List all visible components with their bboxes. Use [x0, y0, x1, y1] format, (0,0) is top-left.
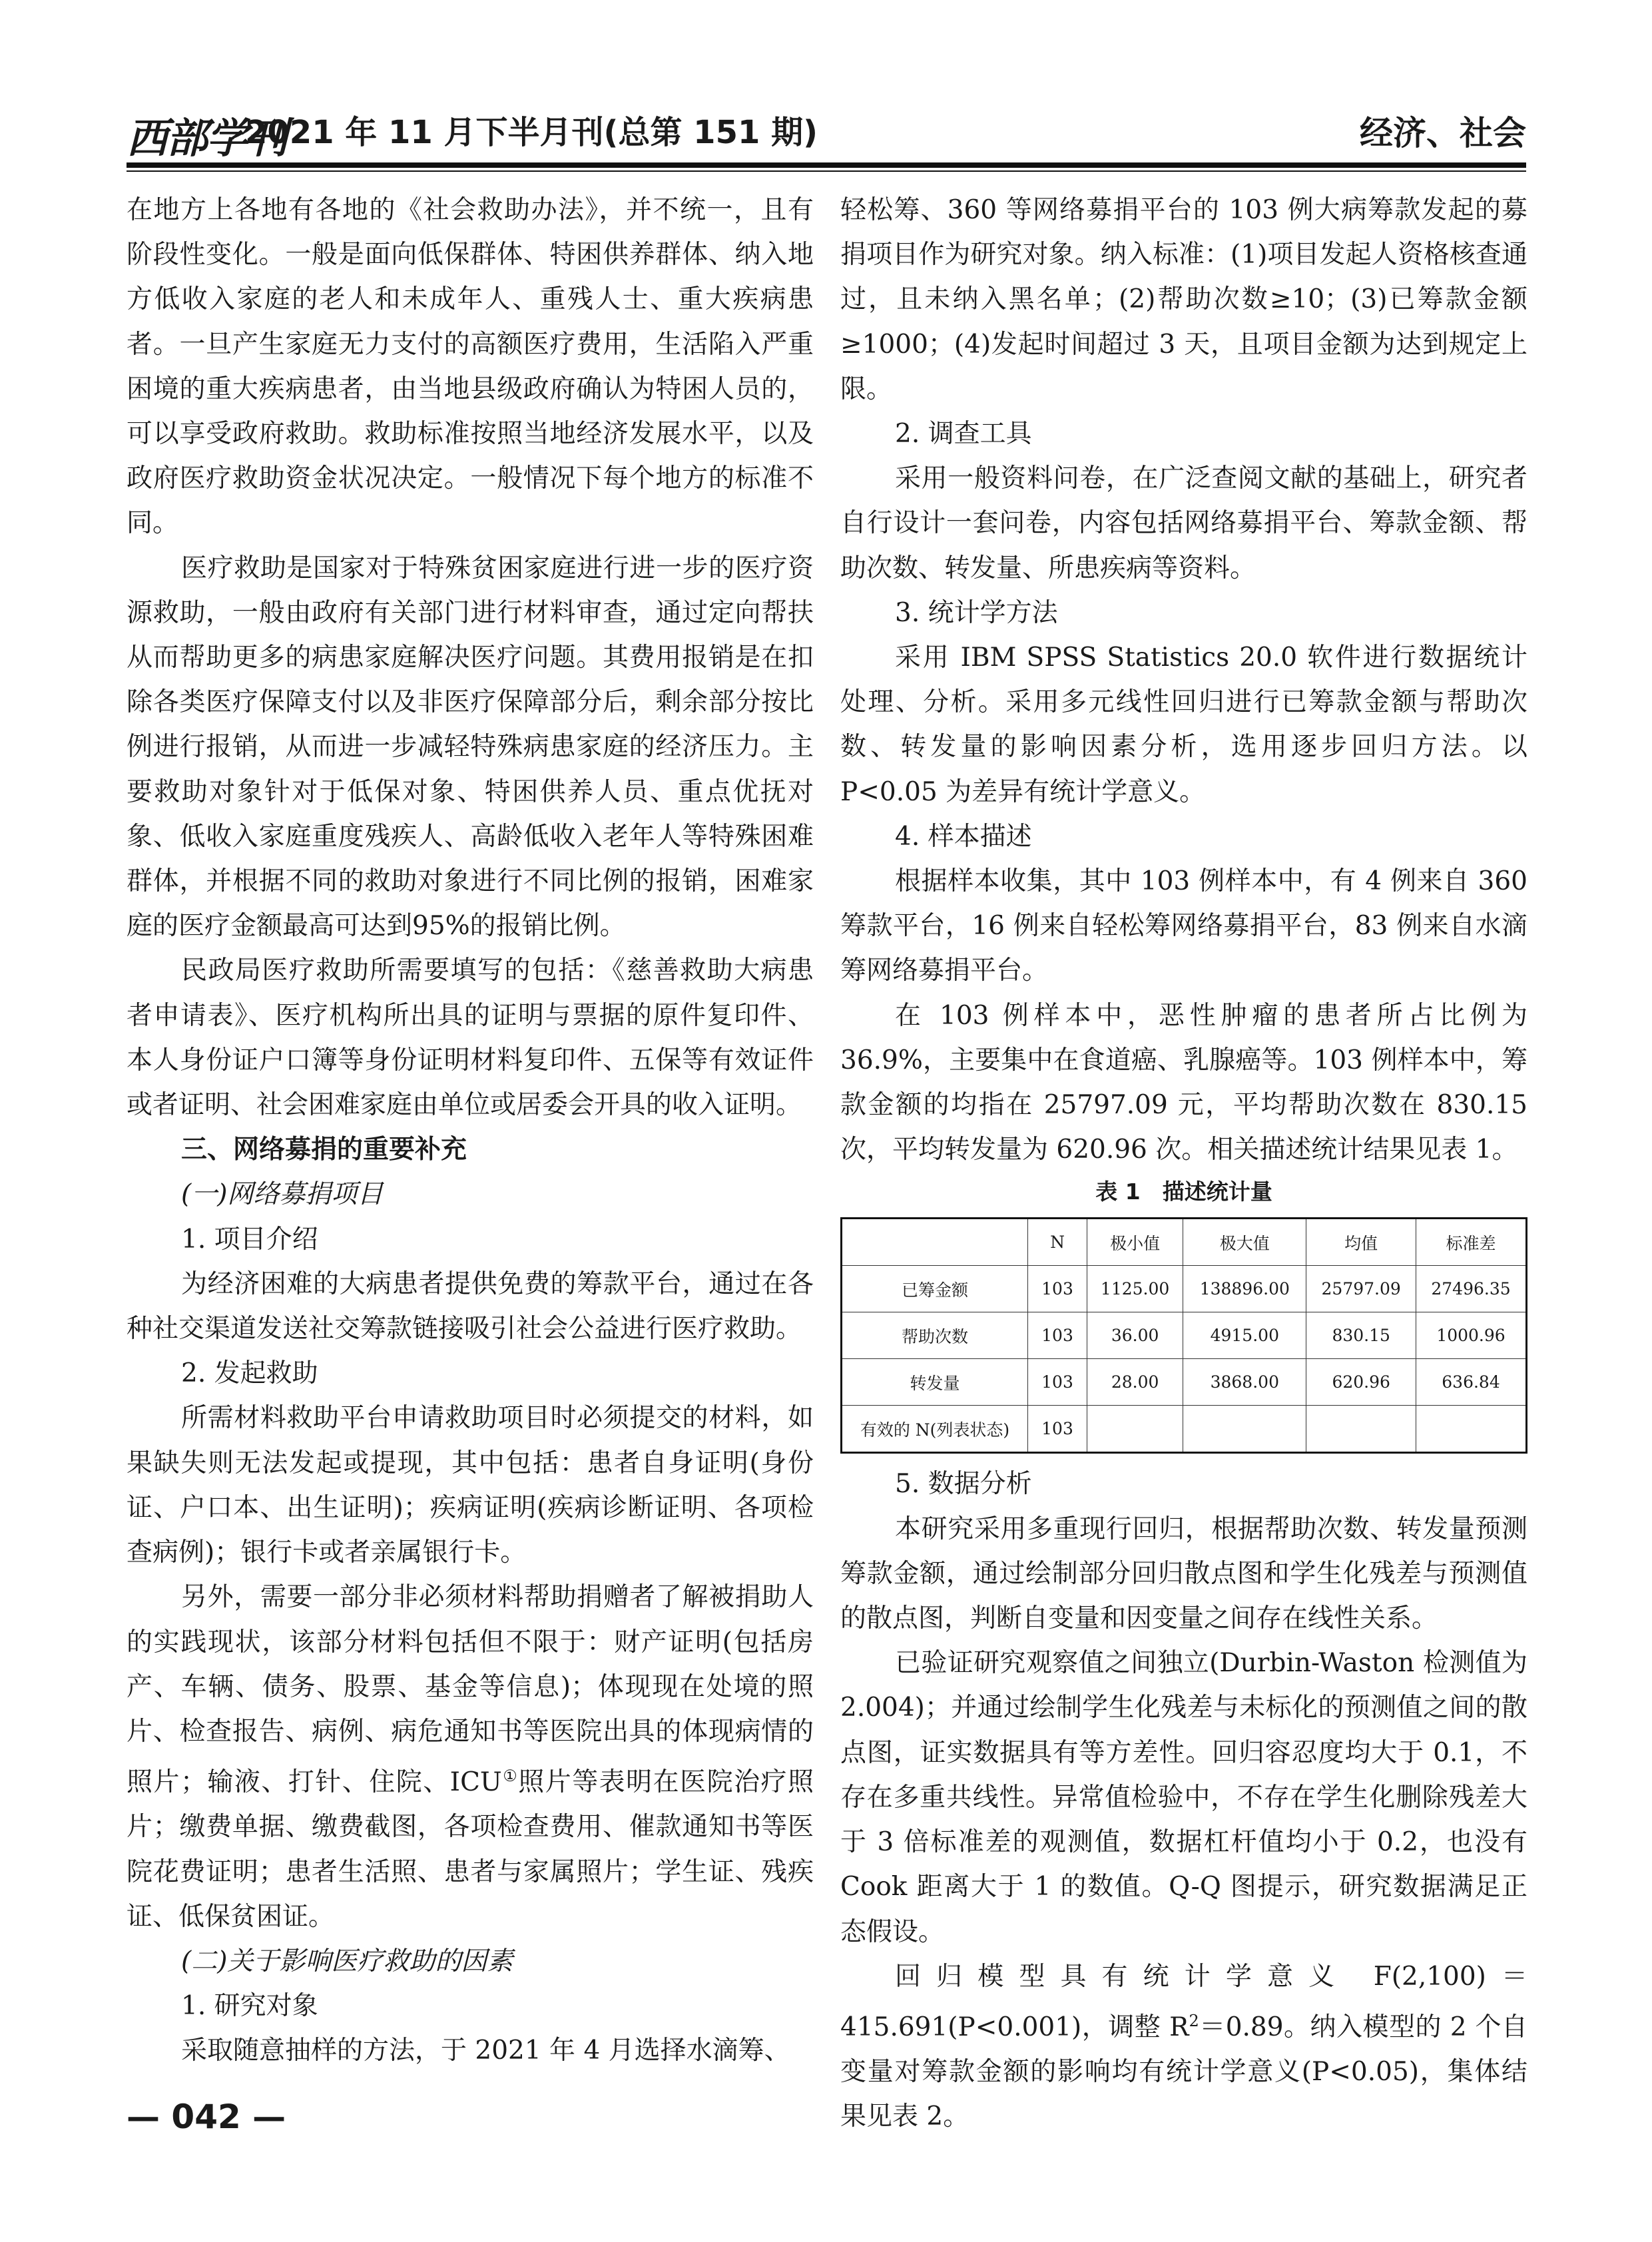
table-cell: [1183, 1406, 1306, 1453]
table-cell: 有效的 N(列表状态): [842, 1406, 1028, 1453]
paragraph: 采取随意抽样的方法，于 2021 年 4 月选择水滴筹、: [181, 2036, 790, 2066]
table-cell: 3868.00: [1183, 1359, 1306, 1406]
table-cell: [1306, 1406, 1416, 1453]
page-header: [127, 100, 1526, 160]
table-cell: [1416, 1406, 1527, 1453]
item-heading: 1. 研究对象: [181, 1991, 318, 2022]
paragraph: 本研究采用多重现行回归，根据帮助次数、转发量预测筹款金额，通过绘制部分回归散点图和学生化残差与预测值的散点图，判断自变量和因变量之间存在线性关系。: [840, 1514, 1527, 1634]
footnote-mark[interactable]: ①: [501, 1767, 519, 1786]
table-cell: 1125.00: [1087, 1266, 1183, 1312]
table-cell: 已筹金额: [842, 1266, 1028, 1312]
left-column: [127, 188, 814, 2074]
table-cell: 4915.00: [1183, 1312, 1306, 1359]
text-run: ＝0.89。纳入模型的 2 个自变量对筹款金额的影响均有统计学意义(P<0.05)，集体结果见表 2。: [840, 2012, 1527, 2132]
table-cell: 103: [1028, 1406, 1087, 1453]
table-row: [842, 1359, 1527, 1406]
subsection-heading: (一)网络募捐项目: [181, 1179, 384, 1210]
superscript: 2: [1189, 2011, 1199, 2030]
item-heading: 4. 样本描述: [895, 821, 1032, 852]
table-cell: 830.15: [1306, 1312, 1416, 1359]
table-header-cell: 标准差: [1416, 1219, 1527, 1266]
paragraph: 根据样本收集，其中 103 例样本中，有 4 例来自 360 筹款平台，16 例来自轻松筹网络募捐平台，83 例来自水滴筹网络募捐平台。: [840, 866, 1527, 986]
paragraph: 医疗救助是国家对于特殊贫困家庭进行进一步的医疗资源救助，一般由政府有关部门进行材料审查，通过定向帮扶从而帮助更多的病患家庭解决医疗问题。其费用报销是在扣除各类医疗保障支付以及非医疗保障部分后，剩余部分按比例进行报销，从而进一步减轻特殊病患家庭的经济压力。主要救助对象针对于低保对象、特困供养人员、重点优抚对象、低收入家庭重度残疾人、高龄低收入老年人等特殊困难群体，并根据不同的救助对象进行不同比例的报销，困难家庭的医疗金额最高可达到95%的报销比例。: [127, 553, 814, 942]
issue-info: 2021 年 11 月下半月刊(总第 151 期): [245, 114, 818, 151]
paragraph: 所需材料救助平台申请救助项目时必须提交的材料，如果缺失则无法发起或提现，其中包括：患者自身证明(身份证、户口本、出生证明)；疾病证明(疾病诊断证明、各项检查病例)；银行卡或者亲属银行卡。: [127, 1403, 814, 1568]
table-header-cell: 极大值: [1183, 1219, 1306, 1266]
paragraph: 采用 IBM SPSS Statistics 20.0 软件进行数据统计处理、分析。采用多元线性回归进行已筹款金额与帮助次数、转发量的影响因素分析，选用逐步回归方法。以 P<0.05 为差异有统计学意义。: [840, 643, 1527, 807]
table-cell: 28.00: [1087, 1359, 1183, 1406]
table-cell: 620.96: [1306, 1359, 1416, 1406]
table-header-cell: 极小值: [1087, 1219, 1183, 1266]
text-run: 回归模型具有统计学意义 F(2,100)＝415.691(P<0.001)，调整 R: [840, 1961, 1527, 2042]
table-cell: 36.00: [1087, 1312, 1183, 1359]
paragraph: [840, 1954, 1527, 2139]
table-cell: 1000.96: [1416, 1312, 1527, 1359]
paragraph: 采用一般资料问卷，在广泛查阅文献的基础上，研究者自行设计一套问卷，内容包括网络募捐平台、筹款金额、帮助次数、转发量、所患疾病等资料。: [840, 463, 1527, 583]
table-cell: 转发量: [842, 1359, 1028, 1406]
paragraph: 轻松筹、360 等网络募捐平台的 103 例大病筹款发起的募捐项目作为研究对象。纳入标准：(1)项目发起人资格核查通过，且未纳入黑名单；(2)帮助次数≥10；(3)已筹款金额≥1000；(4)发起时间超过 3 天，且项目金额为达到规定上限。: [840, 195, 1527, 404]
header-rule-thin: [127, 170, 1526, 172]
table-caption: 表 1 描述统计量: [1095, 1179, 1272, 1205]
table-cell: 636.84: [1416, 1359, 1527, 1406]
item-heading: 5. 数据分析: [895, 1469, 1032, 1500]
journal-logo: 西部学刊: [127, 114, 287, 162]
paragraph: 在地方上各地有各地的《社会救助办法》，并不统一，且有阶段性变化。一般是面向低保群体、特困供养群体、纳入地方低收入家庭的老人和未成年人、重残人士、重大疾病患者。一旦产生家庭无力支付的高额医疗费用，生活陷入严重困境的重大疾病患者，由当地县级政府确认为特困人员的，可以享受政府救助。救助标准按照当地经济发展水平，以及政府医疗救助资金状况决定。一般情况下每个地方的标准不同。: [127, 195, 814, 539]
item-heading: 2. 发起救助: [181, 1358, 318, 1389]
table-cell: 27496.35: [1416, 1266, 1527, 1312]
table-header-cell: N: [1028, 1219, 1087, 1266]
paragraph: 为经济困难的大病患者提供免费的筹款平台，通过在各种社交渠道发送社交筹款链接吸引社会公益进行医疗救助。: [127, 1268, 814, 1344]
table-header-row: [842, 1219, 1527, 1266]
table-row: [842, 1312, 1527, 1359]
section-tag: 经济、社会: [1360, 114, 1526, 152]
paragraph: [127, 1575, 814, 1939]
table-cell: 103: [1028, 1359, 1087, 1406]
paragraph: 在 103 例样本中，恶性肿瘤的患者所占比例为 36.9%，主要集中在食道癌、乳腺癌等。103 例样本中，筹款金额的均指在 25797.09 元，平均帮助次数在 830.15 次，平均转发量为 620.96 次。相关描述统计结果见表 1。: [840, 1000, 1527, 1165]
paragraph: 已验证研究观察值之间独立(Durbin-Waston 检测值为 2.004)；并通过绘制学生化残差与未标化的预测值之间的散点图，证实数据具有等方差性。回归容忍度均大于 0.1，不存在多重共线性。异常值检验中，不存在学生化删除残差大于 3 倍标准差的观测值，数据杠杆值均小于 0.2，也没有 Cook 距离大于 1 的数值。Q-Q 图提示，研究数据满足正态假设。: [840, 1648, 1527, 1947]
subsection-heading: (二)关于影响医疗救助的因素: [181, 1946, 513, 1976]
item-heading: 3. 统计学方法: [895, 597, 1058, 628]
table-cell: 帮助次数: [842, 1312, 1028, 1359]
table-cell: 25797.09: [1306, 1266, 1416, 1312]
item-heading: 2. 调查工具: [895, 419, 1032, 449]
table-cell: [1087, 1406, 1183, 1453]
text-run: 照片等表明在医院治疗照片；缴费单据、缴费截图，各项检查费用、催款通知书等医院花费证明；患者生活照、患者与家属照片；学生证、残疾证、低保贫困证。: [127, 1767, 814, 1932]
header-rule: [127, 162, 1526, 168]
table-header-cell: [842, 1219, 1028, 1266]
right-column: [840, 188, 1527, 2139]
descriptive-stats-table: [840, 1217, 1527, 1454]
text-run: 另外，需要一部分非必须材料帮助捐赠者了解被捐助人的实践现状，该部分材料包括但不限于：财产证明(包括房产、车辆、债务、股票、基金等信息)；体现现在处境的照片、检查报告、病例、病危通知书等医院出具的体现病情的照片；输液、打针、住院、ICU: [127, 1582, 814, 1798]
table-cell: 103: [1028, 1266, 1087, 1312]
table-cell: 138896.00: [1183, 1266, 1306, 1312]
table-row: [842, 1406, 1527, 1453]
item-heading: 1. 项目介绍: [181, 1224, 318, 1255]
table-cell: 103: [1028, 1312, 1087, 1359]
page-number: — 042 —: [127, 2098, 286, 2136]
table-row: [842, 1266, 1527, 1312]
paragraph: 民政局医疗救助所需要填写的包括：《慈善救助大病患者申请表》、医疗机构所出具的证明与票据的原件复印件、本人身份证户口簿等身份证明材料复印件、五保等有效证件或者证明、社会困难家庭由单位或居委会开具的收入证明。: [127, 956, 814, 1121]
table-header-cell: 均值: [1306, 1219, 1416, 1266]
section-heading: 三、网络募捐的重要补充: [181, 1135, 467, 1165]
